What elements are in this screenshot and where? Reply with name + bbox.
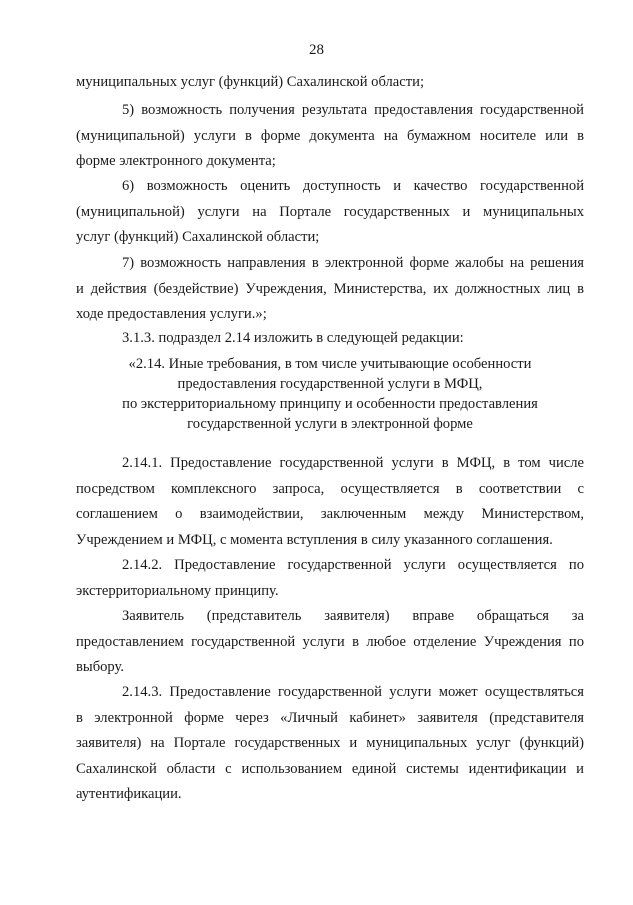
list-item-5 bbox=[76, 98, 584, 175]
text-line: выбору. bbox=[76, 659, 125, 675]
heading-line: «2.14. Иные требования, в том числе учитывающие особенности bbox=[128, 356, 532, 372]
heading-line: предоставления государственной услуги в МФЦ, bbox=[177, 376, 483, 392]
text-line: Учреждением и МФЦ, с момента вступления в силу указанного соглашения. bbox=[76, 531, 553, 548]
list-item-6 bbox=[76, 174, 584, 251]
text-line: предоставлением государственной услуги в любое отделение Учреждения по bbox=[76, 633, 584, 650]
section-2-14-2 bbox=[76, 553, 584, 604]
text-line: посредством комплексного запроса, осуществляется в соответствии с bbox=[76, 480, 584, 497]
section-2-14-3 bbox=[76, 680, 584, 808]
text-line: соглашением о взаимодействии, заключенным между Министерством, bbox=[76, 506, 584, 522]
text-line: 3.1.3. подраздел 2.14 изложить в следующей редакции: bbox=[122, 330, 464, 346]
text-line: ходе предоставления услуги.»; bbox=[76, 306, 267, 322]
text-line: 2.14.1. Предоставление государственной услуги в МФЦ, в том числе bbox=[122, 455, 584, 471]
text-line: 2.14.2. Предоставление государственной услуги осуществляется по bbox=[122, 557, 584, 573]
list-item-7 bbox=[76, 251, 584, 328]
text-line: аутентификации. bbox=[76, 786, 182, 802]
section-2-14-1 bbox=[76, 451, 584, 553]
text-line: и действия (бездействие) Учреждения, Министерства, их должностных лиц в bbox=[76, 280, 584, 297]
text-line: муниципальных услуг (функций) Сахалинской области; bbox=[76, 74, 425, 90]
text-line: Сахалинской области с использованием единой системы идентификации и bbox=[76, 760, 584, 777]
paragraph-continuation bbox=[76, 70, 584, 96]
text-line: 6) возможность оценить доступность и качество государственной bbox=[122, 178, 584, 194]
page-number: 28 bbox=[309, 42, 324, 58]
text-line: в электронной форме через «Личный кабинет» заявителя (представителя bbox=[76, 709, 584, 726]
paragraph-3-1-3 bbox=[76, 326, 584, 352]
text-line: услуг (функций) Сахалинской области; bbox=[76, 229, 320, 245]
text-line: заявителя) на Портале государственных и муниципальных услуг (функций) bbox=[76, 735, 584, 751]
text-line: форме электронного документа; bbox=[76, 153, 276, 169]
section-heading-2-14 bbox=[76, 354, 584, 434]
text-line: Заявитель (представитель заявителя) вправе обращаться за bbox=[122, 608, 584, 624]
text-line: 5) возможность получения результата предоставления государственной bbox=[122, 102, 584, 118]
text-line: 2.14.3. Предоставление государственной услуги может осуществляться bbox=[122, 684, 584, 700]
paragraph-applicant bbox=[76, 604, 584, 681]
text-line: экстерриториальному принципу. bbox=[76, 582, 279, 599]
heading-line: государственной услуги в электронной форме bbox=[187, 416, 473, 432]
text-line: (муниципальной) услуги на Портале государственных и муниципальных bbox=[76, 203, 584, 220]
text-line: 7) возможность направления в электронной форме жалобы на решения bbox=[122, 255, 584, 271]
text-line: (муниципальной) услуги в форме документа на бумажном носителе или в bbox=[76, 127, 584, 144]
heading-line: по экстерриториальному принципу и особенности предоставления bbox=[122, 396, 538, 412]
